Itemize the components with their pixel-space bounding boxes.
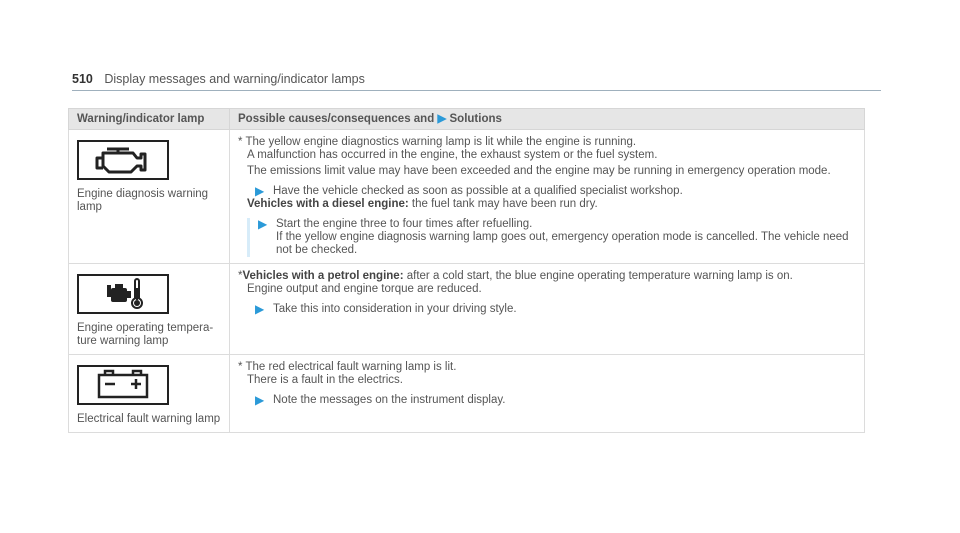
cause-line-1: The yellow engine diagnostics warning lamp is lit while the engine is running. xyxy=(245,136,637,148)
table-row xyxy=(69,264,865,355)
col-header-lamp: Warning/indicator lamp xyxy=(69,109,230,130)
battery-icon xyxy=(77,365,169,405)
step-text xyxy=(276,218,856,257)
footnote-star: * xyxy=(238,136,243,148)
solution-step xyxy=(238,394,856,407)
lamp-label-line-1: Engine operating tempera- xyxy=(77,322,214,334)
cause-text xyxy=(238,270,856,283)
step-text: Note the messages on the instrument display. xyxy=(273,394,506,406)
petrol-label: Vehicles with a petrol engine: xyxy=(242,270,404,282)
diesel-label: Vehicles with a diesel engine: xyxy=(247,198,409,210)
lamp-cell xyxy=(69,264,230,355)
solution-group xyxy=(247,218,856,257)
info-cell xyxy=(230,264,865,355)
info-cell xyxy=(230,130,865,264)
table-row xyxy=(69,130,865,264)
cause-text xyxy=(238,361,856,374)
diesel-note xyxy=(238,198,856,211)
cause-line-2: There is a fault in the electrics. xyxy=(247,374,403,386)
footnote-star: * xyxy=(238,361,243,373)
col-header-causes xyxy=(230,109,865,130)
page-header xyxy=(72,72,881,91)
petrol-text: after a cold start, the blue engine operating temperature warning lamp is on. xyxy=(406,270,793,282)
cause-line-1: The red electrical fault warning lamp is lit. xyxy=(245,361,457,373)
lamp-cell xyxy=(69,130,230,264)
page-title: Display messages and warning/indicator lamps xyxy=(104,72,365,86)
cause-line-2: A malfunction has occurred in the engine, the exhaust system or the fuel system. xyxy=(247,149,658,161)
engine-temperature-icon xyxy=(77,274,169,314)
step-text: Have the vehicle checked as soon as possible at a qualified specialist workshop. xyxy=(273,185,683,197)
table-row xyxy=(69,355,865,433)
step-arrow-icon: ▶ xyxy=(255,184,265,198)
step-arrow-icon: ▶ xyxy=(255,302,265,316)
diesel-text: the fuel tank may have been run dry. xyxy=(411,198,598,210)
lamp-label-line-2: ture warning lamp xyxy=(77,335,169,347)
footnote-star: * xyxy=(238,270,243,282)
solution-step xyxy=(238,185,856,198)
step-line-2: If the yellow engine diagnosis warning lamp goes out, emergency operation mode is cancelled. The vehicle need not be checked. xyxy=(276,231,849,256)
step-arrow-icon: ▶ xyxy=(255,393,265,407)
solution-arrow-icon: ▶ xyxy=(437,112,447,125)
step-arrow-icon: ▶ xyxy=(258,217,268,231)
lamp-cell xyxy=(69,355,230,433)
solution-step xyxy=(238,303,856,316)
lamp-label: Electrical fault warning lamp xyxy=(77,413,221,425)
col-header-solutions-text: Solutions xyxy=(449,112,502,125)
solution-step xyxy=(250,218,856,257)
step-text: Take this into consideration in your driving style. xyxy=(273,303,517,315)
lamp-label: Engine diagnosis warning lamp xyxy=(77,188,209,213)
col-header-causes-text: Possible causes/consequences and xyxy=(238,112,435,125)
info-cell xyxy=(230,355,865,433)
table-header-row xyxy=(69,109,865,130)
page-number: 510 xyxy=(72,72,93,86)
warning-lamp-table xyxy=(68,108,865,433)
cause-line-3: The emissions limit value may have been exceeded and the engine may be running in emergency operation mode. xyxy=(247,165,831,177)
engine-diagnosis-icon xyxy=(77,140,169,180)
step-line-1: Start the engine three to four times after refuelling. xyxy=(276,218,533,230)
cause-line-2: Engine output and engine torque are reduced. xyxy=(247,283,482,295)
cause-text xyxy=(238,136,856,149)
